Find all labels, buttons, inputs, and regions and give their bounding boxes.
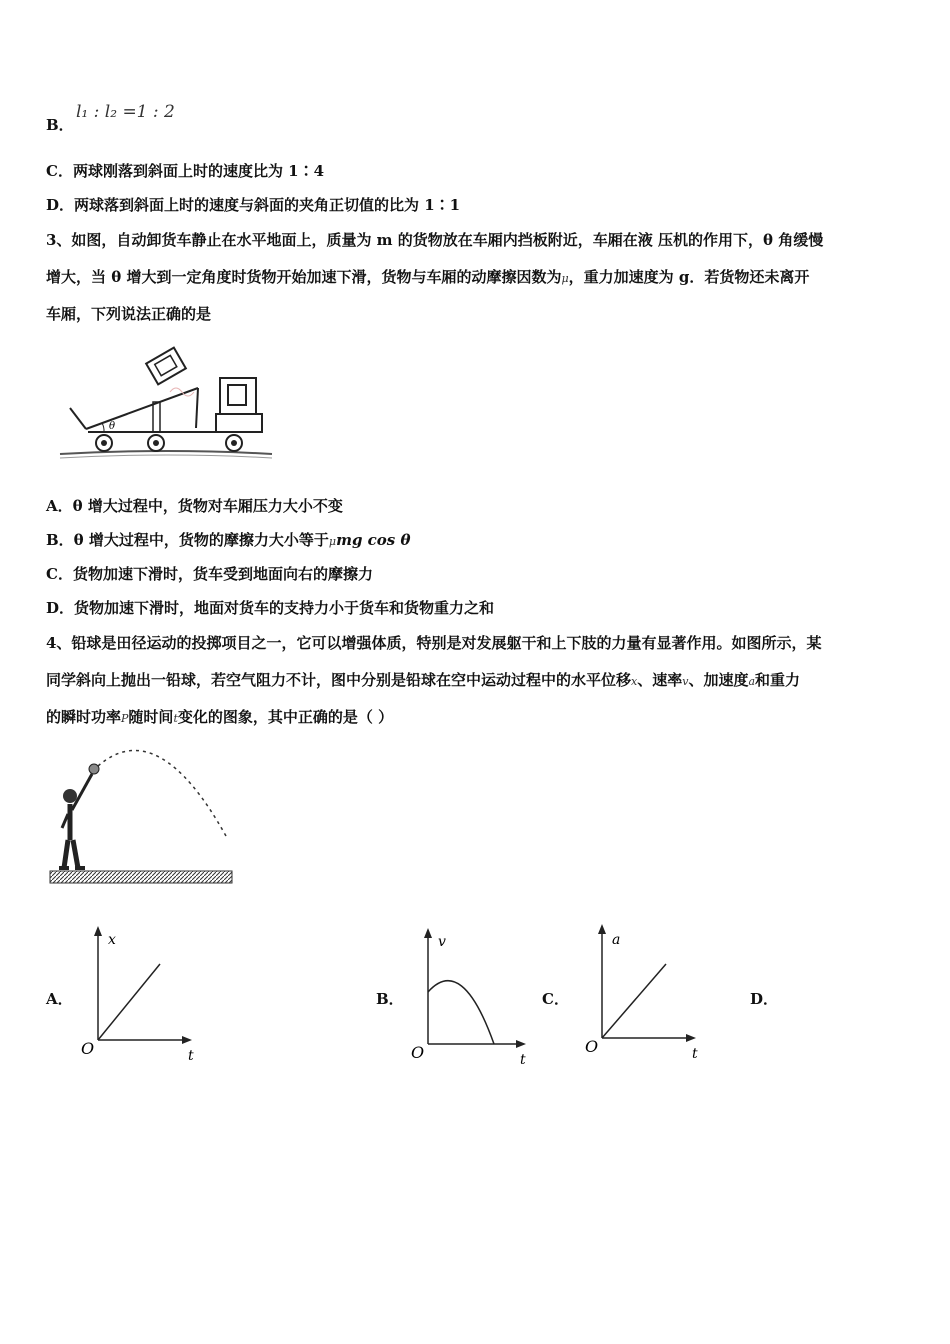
q3-option-b [46, 530, 410, 552]
graph-b-xlabel: t [520, 1052, 526, 1066]
mu-symbol: μ [561, 272, 569, 285]
q2-option-d: D．两球落到斜面上时的速度与斜面的夹角正切值的比为 1∶1 [46, 196, 461, 214]
q4-stem-line1: 4、铅球是田径运动的投掷项目之一，它可以增强体质，特别是对发展躯干和上下肢的力量有显著作用。如图所示，某 [46, 634, 822, 652]
dump-truck-figure [58, 332, 278, 472]
graph-b-ylabel: v [438, 934, 446, 950]
v-symbol: v [682, 675, 689, 688]
q4-stem-line2-b: 、速率 [637, 671, 683, 689]
graph-b [408, 924, 538, 1066]
q4-stem-line2-a: 同学斜向上抛出一铅球，若空气阻力不计，图中分别是铅球在空中运动过程中的水平位移 [46, 671, 632, 689]
q3-option-b-formula: mg cos θ [336, 531, 411, 549]
q2-option-c: C．两球刚落到斜面上时的速度比为 1∶4 [46, 162, 325, 180]
q3-stem-line2 [46, 267, 809, 289]
q3-stem-line3: 车厢，下列说法正确的是 [46, 305, 212, 323]
q2-option-b-formula: l₁ : l₂ =1 : 2 [76, 102, 175, 122]
q4-option-d-label: D． [750, 990, 779, 1008]
q3-stem-line2-a: 增大，当 θ 增大到一定角度时货物开始加速下滑，货物与车厢的动摩擦因数为 [46, 268, 562, 286]
q4-stem-line3-b: 随时间 [128, 708, 174, 726]
p-symbol: P [121, 712, 129, 725]
q4-stem-line3-c: 变化的图象，其中正确的是（ ） [177, 708, 394, 726]
q3-stem-line2-b: ，重力加速度为 g．若货物还未离开 [568, 268, 810, 286]
q2-option-b-label: B． [46, 116, 74, 134]
q3-option-b-text: B．θ 增大过程中，货物的摩擦力大小等于 [46, 531, 329, 549]
q4-option-b-label: B． [376, 990, 404, 1008]
q4-stem-line3 [46, 707, 393, 729]
q3-stem-line1: 3、如图，自动卸货车静止在水平地面上，质量为 m 的货物放在车厢内挡板附近，车厢在液 压机的作用下，θ 角缓慢 [46, 231, 824, 249]
q3-option-a: A．θ 增大过程中，货物对车厢压力大小不变 [46, 497, 343, 515]
shot-put-figure [48, 744, 238, 888]
q4-option-c-label: C． [542, 990, 569, 1008]
q4-stem-line3-a: 的瞬时功率 [46, 708, 122, 726]
q4-stem-line2 [46, 670, 800, 692]
a-symbol: a [748, 675, 756, 688]
graph-c-origin: O [585, 1037, 599, 1056]
graph-c [582, 920, 712, 1062]
q4-stem-line2-c: 、加速度 [688, 671, 749, 689]
graph-c-line [602, 964, 666, 1038]
graph-b-origin: O [411, 1043, 425, 1062]
graph-a [78, 922, 208, 1064]
graph-b-curve [428, 981, 494, 1044]
q4-stem-line2-d: 和重力 [755, 671, 801, 689]
graph-a-ylabel: x [108, 932, 116, 948]
graph-c-ylabel: a [612, 932, 621, 948]
mu-symbol: μ [328, 535, 337, 548]
q3-option-c: C．货物加速下滑时，货车受到地面向右的摩擦力 [46, 565, 373, 583]
x-symbol: x [631, 675, 638, 688]
graph-a-xlabel: t [188, 1048, 194, 1064]
figure-theta-label: θ [109, 421, 116, 432]
graph-a-line [98, 964, 160, 1040]
q3-option-d: D．货物加速下滑时，地面对货车的支持力小于货车和货物重力之和 [46, 599, 495, 617]
t-symbol: t [173, 712, 178, 725]
graph-a-origin: O [81, 1039, 95, 1058]
q4-option-a-label: A． [46, 990, 73, 1008]
graph-c-xlabel: t [692, 1046, 698, 1062]
